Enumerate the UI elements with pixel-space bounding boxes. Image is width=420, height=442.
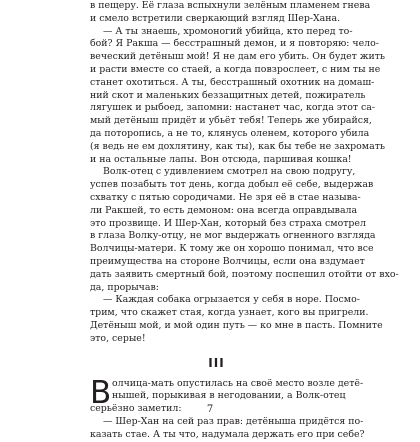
text-line: серьёзно заметил:: [90, 403, 182, 415]
text-line: ли Ракшей, то есть демоном: она всегда оправдывала: [90, 204, 358, 216]
text-line: это прозвище. И Шер-Хан, который без страха смотрел: [90, 217, 366, 229]
text-line: преимущества на стороне Волчицы, если она вздумает: [90, 255, 365, 267]
text-line: в глаза Волку-отцу, не мог выдержать огненного взгляда: [90, 230, 376, 242]
text-line: и на остальные лапы. Вон отсюда, паршивая кошка!: [90, 153, 352, 165]
text-line: в пещеру. Её глаза вспыхнули зелёным пламенем гнева: [90, 0, 371, 11]
text-line: ний скот и маленьких беззащитных детей, пожиратель: [90, 89, 366, 101]
text-line: схватку с пятью сородичами. Не зря её в стае называ-: [90, 191, 361, 203]
text-line: трим, что скажет стая, когда узнает, кого вы пригрели.: [90, 307, 369, 319]
text-line: Волчицы-матери. К тому же он хорошо понимал, что все: [90, 243, 374, 255]
text-line: успев позабыть тот день, когда добыл её себе, выдержав: [90, 179, 374, 191]
text-line: это, серые!: [90, 332, 146, 344]
text-line: казать стае. А ты что, надумала держать его при себе?: [90, 428, 365, 440]
chapter-heading: III: [208, 355, 225, 370]
text-line: — Шер-Хан на сей раз прав: детёныша придётся по-: [103, 415, 364, 427]
text-line: — А ты знаешь, хромоногий убийца, кто перед то-: [103, 25, 353, 37]
text-line: и смело встретили сверкающий взгляд Шер-Хана.: [90, 12, 341, 24]
text-line: Волк-отец с удивлением смотрел на свою подругу,: [103, 166, 356, 178]
text-line: нышей, порыкивая в негодовании, а Волк-отец: [112, 390, 346, 402]
text-line: дать заявить смертный бой, поэтому поспешил отойти от вхо-: [90, 268, 399, 280]
text-line: — Каждая собака огрызается у себя в норе. Посмо-: [103, 294, 360, 306]
text-line: и расти вместе со стаей, а когда повзрослеет, с ним ты не: [90, 63, 381, 75]
text-block-top: [90, 0, 399, 346]
text-line: да, прорычав:: [90, 281, 159, 293]
text-line: (я ведь не ем дохлятину, как ты), как бы тебе не захромать: [90, 140, 385, 152]
text-line: Детёныш мой, и мой один путь — ко мне в пасть. Помните: [90, 319, 383, 331]
text-line: лягушек и рыбоед, запомни: настанет час, когда этот са-: [90, 102, 376, 114]
page-number: 7: [206, 404, 214, 415]
text-line: станет охотиться. А ты, бесстрашный охотник на домаш-: [90, 76, 375, 88]
text-line: веческий детёныш мой! Я не дам его убить. Он будет жить: [90, 51, 385, 63]
drop-cap: В: [90, 374, 112, 411]
text-line: мый детёныш придёт и убьёт тебя! Теперь же убирайся,: [90, 115, 372, 127]
text-line: да поторопись, а не то, клянусь оленем, которого убила: [90, 127, 370, 139]
book-page: [90, 0, 399, 442]
text-line: бой? Я Ракша — бесстрашный демон, и я повторяю: чело-: [90, 38, 379, 50]
text-line: олчица-мать опустилась на своё место возле детё-: [112, 377, 364, 389]
